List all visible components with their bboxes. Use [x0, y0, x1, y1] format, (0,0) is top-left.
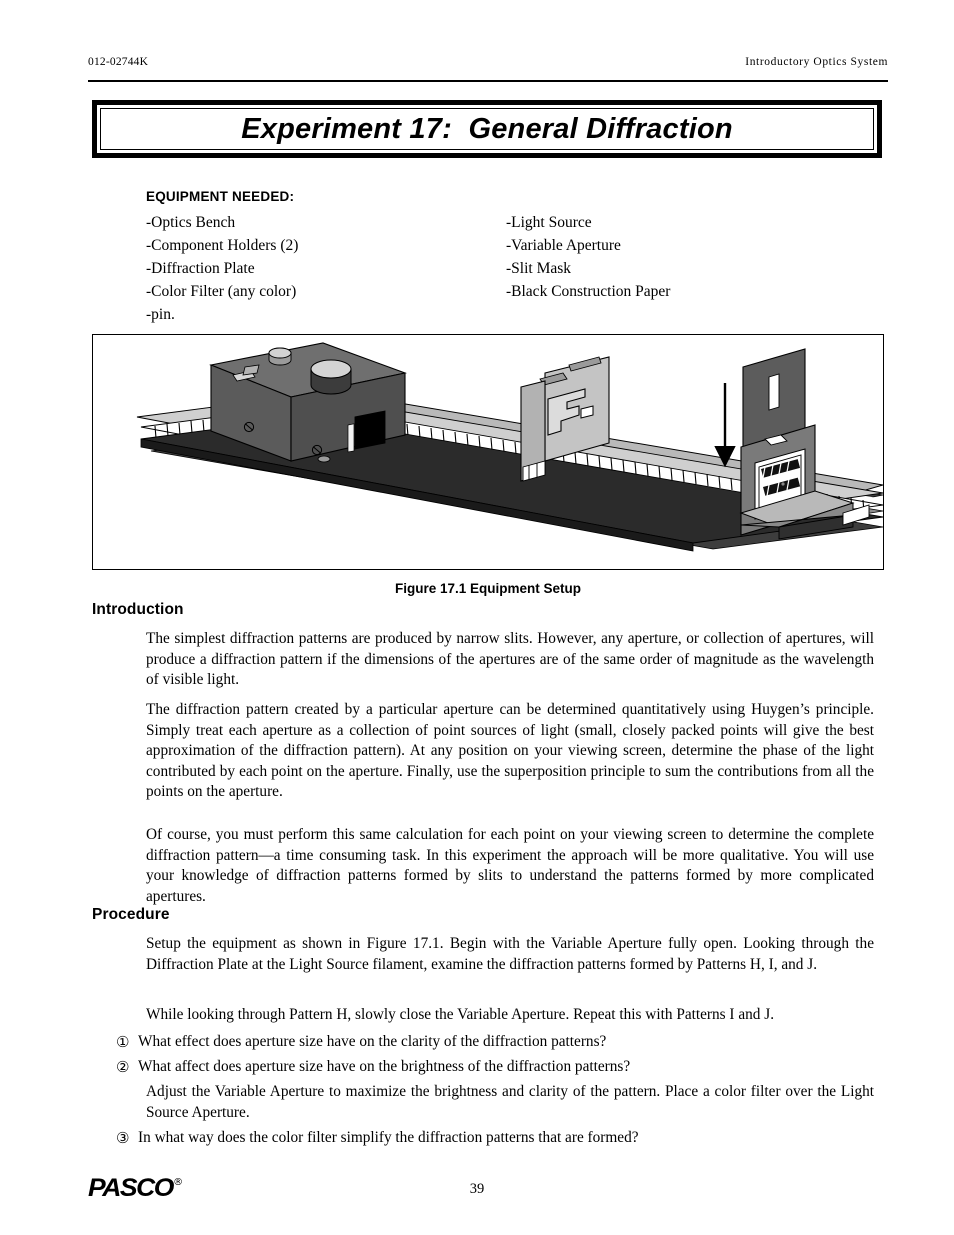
equipment-list — [146, 211, 846, 326]
header-divider — [88, 80, 888, 82]
introduction-paragraph-1: The simplest diffraction patterns are produced by narrow slits. However, any aperture, or collection of apertures, will produce a diffraction pattern if the dimensions of the apertures are of the same order of magnitude as the wavelength of visible light. — [146, 630, 874, 689]
introduction-paragraph-2: The diffraction pattern created by a particular aperture can be determined quantitatively using Huygen’s principle. Simply treat each aperture as a collection of point sources of light (small, closely packed points will give the best approximation of the diffraction pattern). At any position on your viewing screen, determine the phase of the light contributed by each point on the aperture. Finally, use the superposition principle to sum the contributions from all the points on the aperture. — [146, 701, 874, 801]
system-name: Introductory Optics System — [745, 56, 888, 68]
figure-caption: Figure 17.1 Equipment Setup — [394, 581, 582, 596]
equipment-item: -Diffraction Plate — [146, 260, 255, 277]
question-text-2: What affect does aperture size have on the brightness of the diffraction patterns? — [138, 1058, 631, 1075]
equipment-row — [146, 280, 846, 303]
procedure-paragraph-2: While looking through Pattern H, slowly close the Variable Aperture. Repeat this with Patterns I and J. — [146, 1006, 775, 1023]
question-marker-2: ② — [116, 1058, 130, 1076]
equipment-item: -Slit Mask — [506, 260, 572, 277]
section-heading-procedure: Procedure — [92, 906, 170, 923]
registered-trademark-icon: ® — [173, 1177, 184, 1188]
equipment-setup-illustration — [93, 335, 883, 569]
equipment-item: -pin. — [146, 306, 175, 323]
large-knob-icon — [311, 360, 351, 378]
procedure-question-1 — [116, 1032, 876, 1053]
page-header — [88, 56, 888, 68]
question-marker-1: ① — [116, 1033, 130, 1051]
experiment-title-banner — [92, 100, 882, 158]
page-title: Experiment 17: General Diffraction — [241, 112, 733, 145]
section-heading-introduction: Introduction — [92, 601, 184, 618]
equipment-item: -Black Construction Paper — [506, 283, 671, 300]
introduction-paragraph-3: Of course, you must perform this same calculation for each point on your viewing screen to determine the complete diffraction pattern—a time consuming task. In this experiment the approach will be more qualitative. You will use your knowledge of diffraction patterns formed by slits to understand the patterns formed by more complicated apertures. — [146, 826, 874, 905]
figure-equipment-setup — [92, 334, 884, 570]
procedure-paragraph-3: Adjust the Variable Aperture to maximize the brightness and clarity of the pattern. Place a color filter over the Light Source Aperture. — [146, 1083, 874, 1121]
procedure-paragraph-1: Setup the equipment as shown in Figure 17.1. Begin with the Variable Aperture fully open. Looking through the Diffraction Plate at the Light Source filament, examine the diffraction patterns formed by Patterns H, I, and J. — [146, 935, 874, 973]
pasco-wordmark: PASCO — [88, 1174, 173, 1202]
question-marker-3: ③ — [116, 1129, 130, 1147]
procedure-question-2 — [116, 1057, 876, 1078]
light-source-aperture — [355, 411, 385, 449]
experiment-title-inner-border — [100, 108, 874, 150]
mask-slit-icon — [769, 374, 779, 410]
equipment-row — [146, 234, 846, 257]
equipment-item: -Light Source — [506, 214, 592, 231]
equipment-heading: EQUIPMENT NEEDED: — [146, 189, 295, 204]
filament-slit-icon — [348, 424, 354, 452]
question-text-3: In what way does the color filter simplify the diffraction patterns that are formed? — [138, 1129, 639, 1146]
document-number: 012-02744K — [88, 56, 149, 68]
equipment-row — [146, 211, 846, 234]
equipment-row — [146, 303, 846, 326]
procedure-question-3 — [116, 1128, 876, 1149]
equipment-item: -Color Filter (any color) — [146, 283, 297, 300]
equipment-item: -Optics Bench — [146, 214, 236, 231]
question-text-1: What effect does aperture size have on the clarity of the diffraction patterns? — [138, 1033, 607, 1050]
equipment-item: -Component Holders (2) — [146, 237, 299, 254]
page-number: 39 — [469, 1181, 485, 1197]
equipment-item — [506, 303, 846, 326]
equipment-row — [146, 257, 846, 280]
equipment-item: -Variable Aperture — [506, 237, 621, 254]
